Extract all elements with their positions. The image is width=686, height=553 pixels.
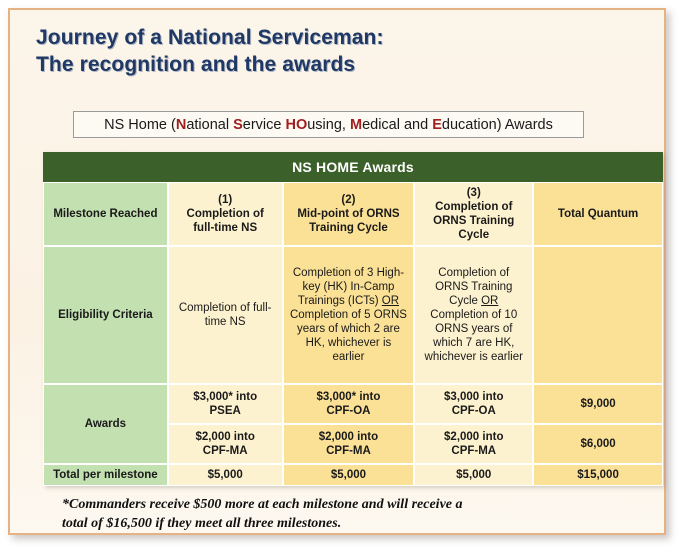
subtitle-suffix: ) Awards — [496, 116, 553, 133]
slide-background — [10, 10, 664, 533]
header-col-1-line-2: full-time NS — [193, 222, 258, 234]
total-col-2: $5,000 — [283, 464, 415, 486]
header-col-3-number: (3) — [466, 187, 481, 199]
header-col-1-line-1: Completion of — [186, 208, 264, 220]
awards-line-1-col-1 — [168, 384, 283, 424]
total-col-3: $5,000 — [414, 464, 533, 486]
footnote-line-1: *Commanders receive $500 more at each milestone and will receive a — [62, 497, 463, 512]
row-label-total-per-milestone: Total per milestone — [43, 464, 168, 486]
awards-line-1-col-2-account: CPF-OA — [326, 405, 371, 417]
subtitle-letter-n: N — [175, 116, 187, 133]
title-line-1: Journey of a National Serviceman: — [36, 26, 384, 49]
subtitle-letter-m: M — [349, 116, 363, 133]
eligibility-col-3-post: Completion of 10 ORNS years of which 7 are HK, whichever is earlier — [424, 309, 523, 363]
footnote-line-2: total of $16,500 if they meet all three milestones. — [62, 516, 342, 531]
slide-frame — [8, 8, 666, 535]
eligibility-col-3-pre: Completion of ORNS Training Cycle — [435, 267, 513, 307]
awards-line-2-col-2-account: CPF-MA — [326, 445, 371, 457]
eligibility-col-3-or: OR — [481, 295, 499, 307]
header-col-2-number: (2) — [341, 194, 356, 206]
header-col-2-line-2: Training Cycle — [309, 222, 388, 234]
awards-line-1-col-1-account: PSEA — [209, 405, 241, 417]
table-banner: NS HOME Awards — [43, 152, 663, 182]
subtitle-letter-s: S — [233, 116, 243, 133]
subtitle-word-edical: edical and — [362, 116, 433, 133]
row-label-eligibility-criteria: Eligibility Criteria — [43, 246, 168, 384]
eligibility-col-2-or: OR — [381, 295, 400, 307]
header-col-3-line-1: Completion of — [435, 201, 513, 213]
total-per-milestone-row — [43, 464, 663, 486]
footnote — [62, 495, 622, 533]
subtitle-letter-e: E — [432, 116, 442, 133]
subtitle-word-ducation: ducation — [441, 116, 497, 133]
header-col-1 — [168, 182, 283, 246]
awards-line-1-col-2-amount: $3,000* into — [316, 391, 381, 403]
table-header-row — [43, 182, 663, 246]
title-line-2: The recognition and the awards — [36, 53, 356, 76]
awards-line-2-col-2-amount: $2,000 into — [318, 431, 379, 443]
subtitle-word-ervice: ervice — [242, 116, 286, 133]
awards-line-2-col-1 — [168, 424, 283, 464]
awards-line-1-col-3-amount: $3,000 into — [444, 391, 504, 403]
subtitle-prefix: NS Home ( — [104, 116, 176, 133]
awards-line-1-total: $9,000 — [533, 384, 663, 424]
awards-line-2-col-1-amount: $2,000 into — [195, 431, 255, 443]
eligibility-col-3 — [414, 246, 533, 384]
ns-home-awards-table — [43, 152, 663, 486]
eligibility-col-2-post: Completion of 5 ORNS years of which 2 are HK, whichever is earlier — [289, 309, 407, 363]
header-milestone-reached: Milestone Reached — [43, 182, 168, 246]
header-col-2 — [283, 182, 415, 246]
eligibility-total-quantum-empty — [533, 246, 663, 384]
awards-line-2-col-1-account: CPF-MA — [202, 445, 248, 457]
awards-line-2-col-3-amount: $2,000 into — [444, 431, 504, 443]
awards-line-2-col-2 — [283, 424, 415, 464]
table-banner-row — [43, 152, 663, 182]
header-col-1-number: (1) — [218, 194, 233, 206]
total-col-1: $5,000 — [168, 464, 283, 486]
subtitle-letters-ho: HO — [285, 116, 308, 133]
row-label-awards: Awards — [43, 384, 168, 464]
awards-line-1-col-3-account: CPF-OA — [451, 405, 496, 417]
awards-line-1-col-2 — [283, 384, 415, 424]
header-col-3 — [414, 182, 533, 246]
awards-line-2-col-3 — [414, 424, 533, 464]
eligibility-row — [43, 246, 663, 384]
subtitle-word-ational: ational — [186, 116, 234, 133]
header-col-3-line-2: ORNS Training Cycle — [433, 215, 515, 241]
eligibility-col-2 — [283, 246, 415, 384]
header-col-2-line-1: Mid-point of ORNS — [297, 208, 400, 220]
awards-line-2-col-3-account: CPF-MA — [451, 445, 497, 457]
subtitle-word-using: using, — [307, 116, 350, 133]
awards-line-1-col-3 — [414, 384, 533, 424]
subtitle-text — [104, 117, 553, 133]
subtitle-box — [73, 111, 584, 138]
awards-line-1-col-1-amount: $3,000* into — [193, 391, 258, 403]
total-grand-total: $15,000 — [533, 464, 663, 486]
eligibility-col-2-pre: Completion of 3 High-key (HK) In-Camp Trainings (ICTs) — [292, 267, 405, 307]
header-total-quantum: Total Quantum — [533, 182, 663, 246]
awards-row-line-1 — [43, 384, 663, 424]
page-title — [36, 24, 636, 78]
eligibility-col-1: Completion of full-time NS — [168, 246, 283, 384]
awards-line-2-total: $6,000 — [533, 424, 663, 464]
